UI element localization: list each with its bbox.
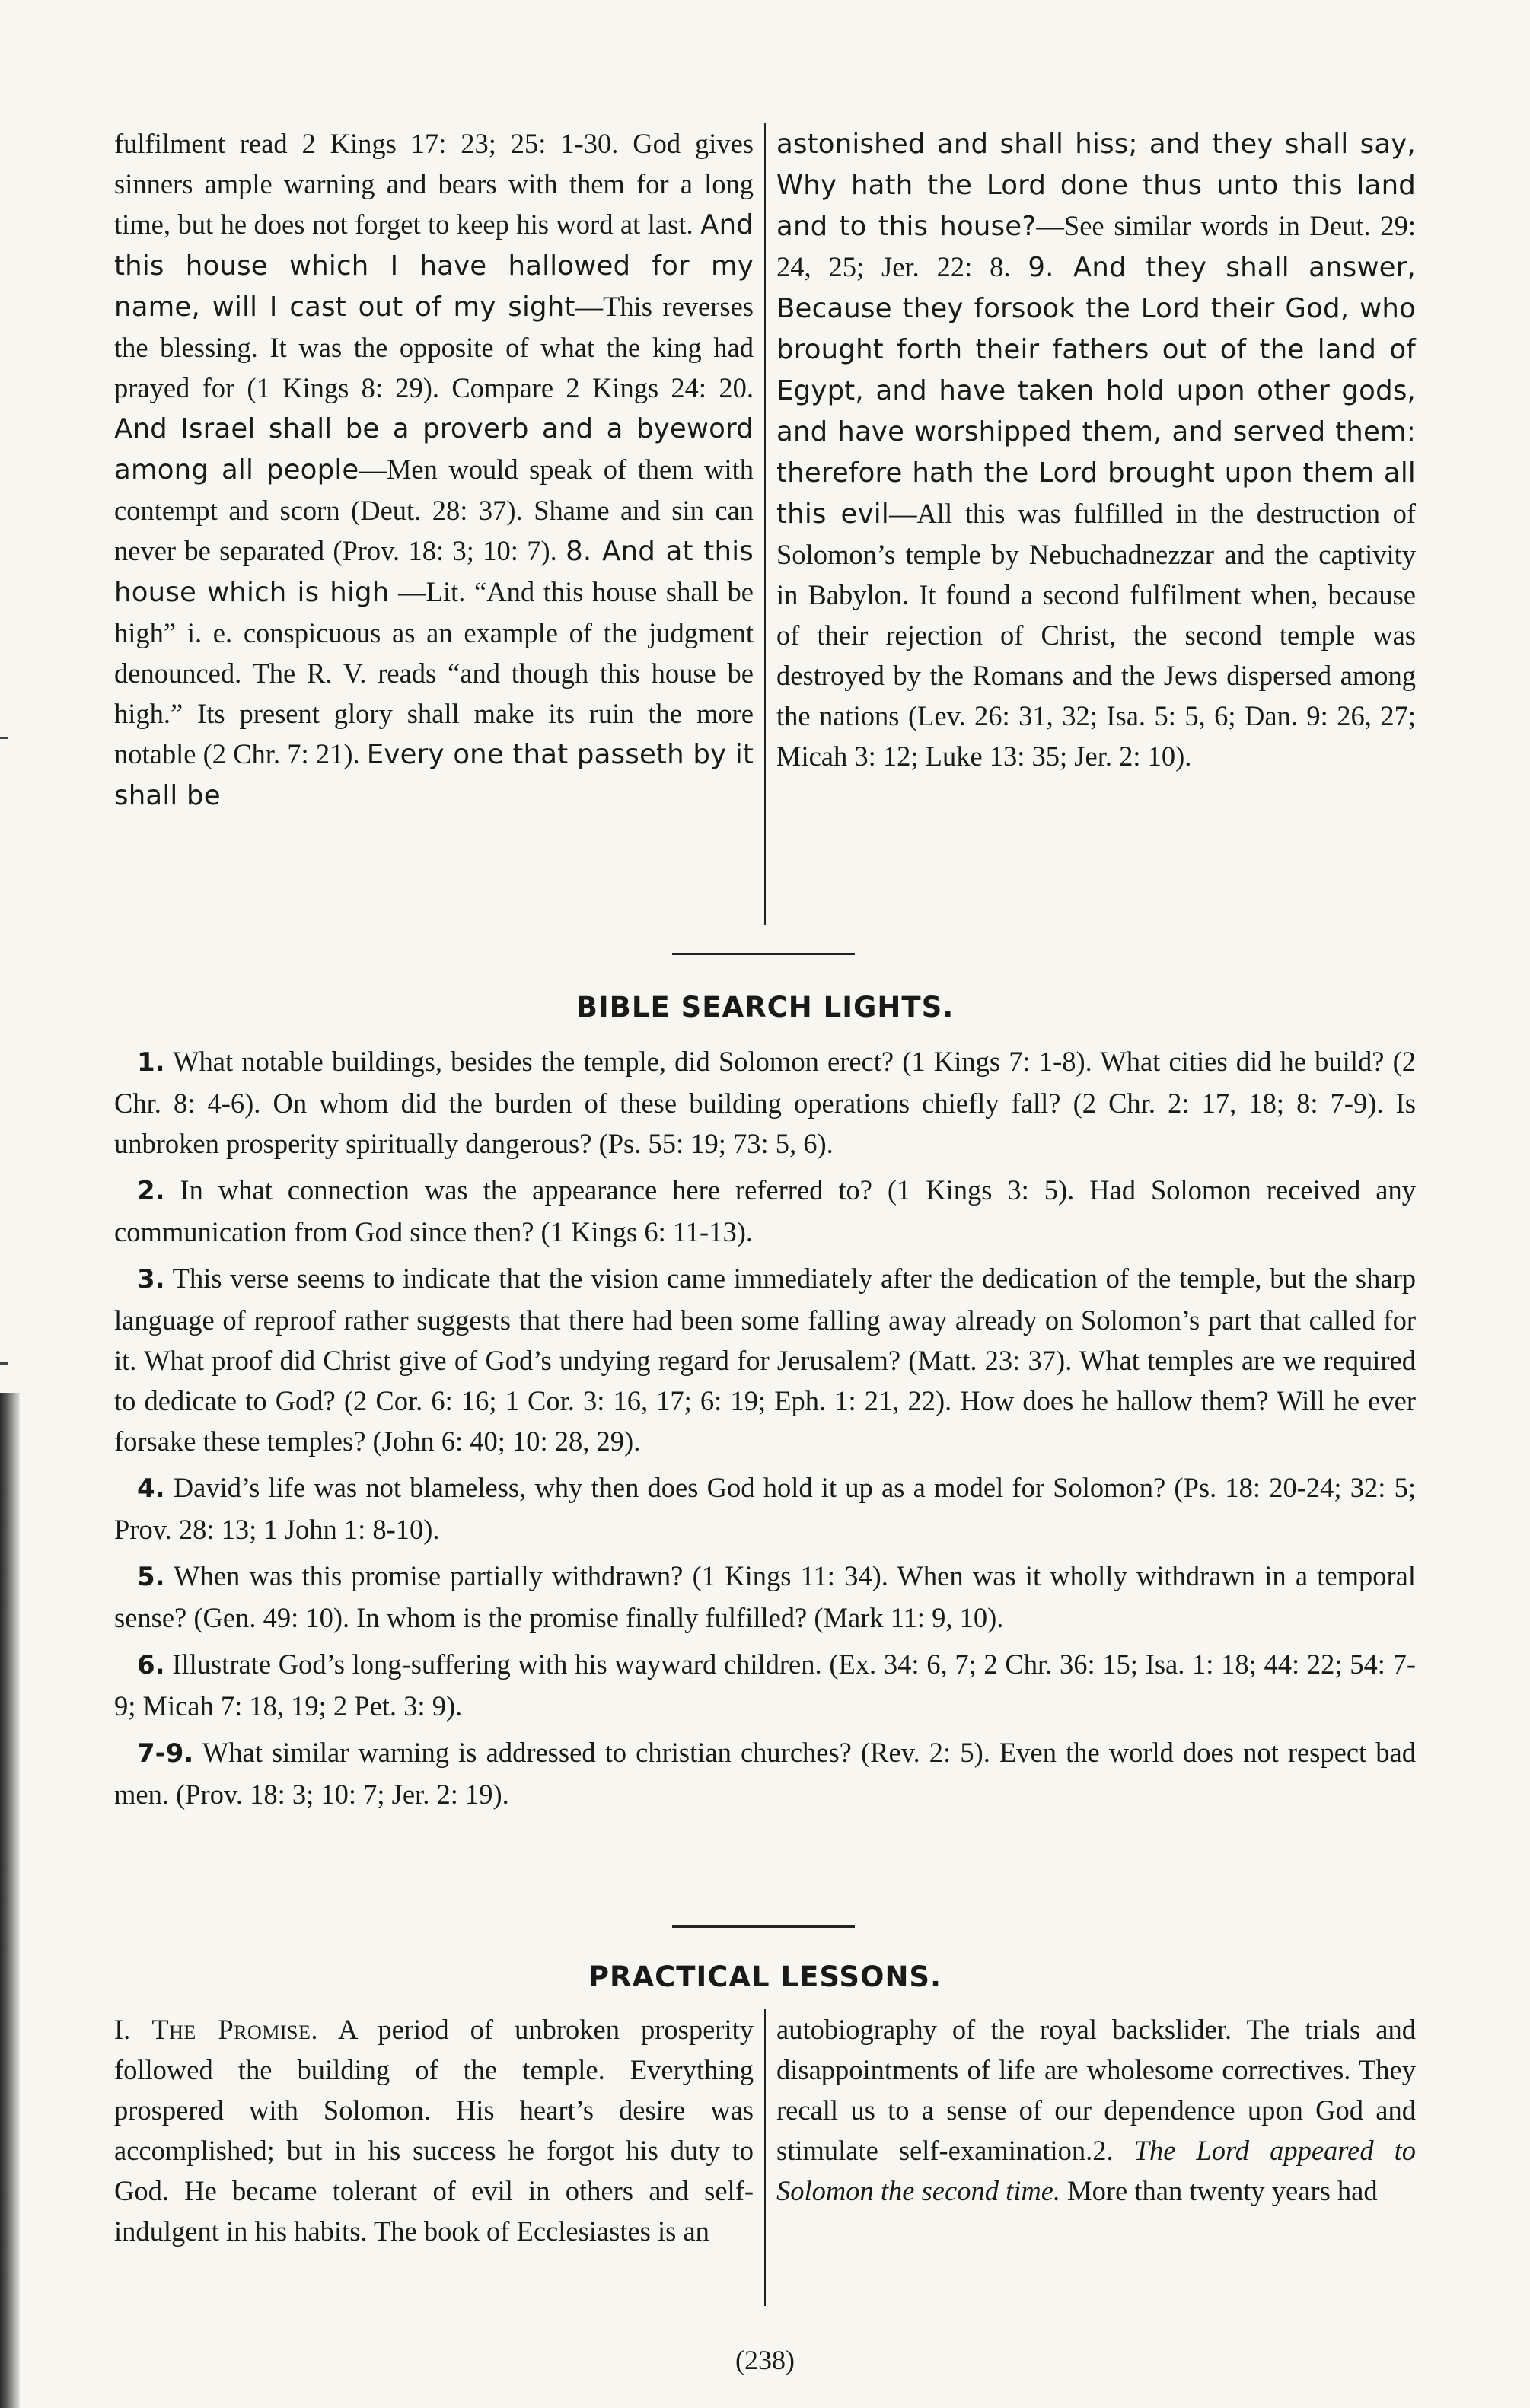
page-binding-shadow: [0, 1393, 20, 2408]
commentary-left-column: [114, 123, 754, 925]
item-text: When was this promise partially withdrawn? (1 Kings 11: 34). When was it wholly withdrawn in a temporal sense? (Gen. 49: 10). In whom is the promise finally fulfilled? (Mark 11: 9, 10).: [114, 1560, 1416, 1633]
search-light-item: [114, 1732, 1416, 1814]
search-light-item: [114, 1556, 1416, 1638]
item-number: 1.: [137, 1047, 165, 1078]
text-run: And Israel shall be a proverb and a byeword among all people: [114, 413, 754, 486]
page-number: (238): [735, 2345, 795, 2375]
search-lights-heading: BIBLE SEARCH LIGHTS.: [575, 991, 955, 1024]
paragraph: [776, 123, 1416, 776]
text-run: 8. And at this house which is high: [114, 536, 754, 608]
search-light-item: [114, 1041, 1416, 1164]
text-run: Every one that passeth by it shall be: [114, 739, 754, 811]
item-text: David’s life was not blameless, why then does God hold it up as a model for Solomon? (Ps. 18: 20-24; 32: 5; Prov. 28: 13; 1 John 1: 8-10).: [114, 1472, 1416, 1545]
search-light-item: [114, 1467, 1416, 1550]
item-text: In what connection was the appearance here referred to? (1 Kings 3: 5). Had Solomon received any communication from God since then? (1 Kings 6: 11-13).: [114, 1174, 1416, 1247]
text-run: More than twenty years had: [1060, 2175, 1378, 2206]
text-run: astonished and shall hiss; and they shall say, Why hath the Lord done thus unto this land and to this house?: [776, 129, 1416, 242]
item-text: Illustrate God’s long-suffering with his wayward children. (Ex. 34: 6, 7; 2 Chr. 36: 15; Isa. 1: 18; 44: 22; 54: 7-9; Micah 7: 18, 19; 2 Pet. 3: 9).: [114, 1648, 1416, 1722]
item-text: What notable buildings, besides the temple, did Solomon erect? (1 Kings 7: 1-8). What cities did he build? (2 Chr. 8: 4-6). On whom did the burden of these building operations chiefly fall? (2 Chr. 2: 17, 18; 8: 7-9). Is unbroken prosperity spiritually dangerous? (Ps. 55: 19; 73: 5, 6).: [114, 1046, 1416, 1159]
margin-mark: [0, 1362, 8, 1365]
search-light-item: [114, 1170, 1416, 1252]
commentary-right-column: [776, 123, 1416, 925]
text-run: A period of unbroken prosperity followed the building of the temple. Everything prospered with Solomon. His heart’s desire was accomplished; but in his success he forgot his duty to God. He became tolerant of evil in others and self-indulgent in his habits. The book of Ecclesiastes is an: [114, 2014, 754, 2247]
search-lights-list: [114, 1041, 1416, 1820]
item-number: 2.: [137, 1176, 165, 1206]
section-divider: [672, 953, 855, 955]
paragraph: [114, 2009, 754, 2251]
lessons-right-column: [776, 2009, 1416, 2306]
lessons-left-column: [114, 2009, 754, 2306]
search-light-item: [114, 1258, 1416, 1461]
item-number: 7-9.: [137, 1738, 194, 1769]
text-run: —This reverses the blessing. It was the opposite of what the king had prayed for (1 Kings 8: 29). Compare 2 Kings 24: 20.: [114, 291, 754, 403]
text-run: I.: [114, 2014, 152, 2045]
text-run: The Lord appeared to Solomon the second time.: [776, 2135, 1416, 2206]
search-light-item: [114, 1644, 1416, 1726]
item-number: 5.: [137, 1562, 165, 1592]
item-text: What similar warning is addressed to christian churches? (Rev. 2: 5). Even the world does not respect bad men. (Prov. 18: 3; 10: 7; Jer. 2: 19).: [114, 1737, 1416, 1810]
item-number: 6.: [137, 1650, 165, 1680]
item-number: 4.: [137, 1473, 165, 1504]
text-run: 9. And they shall answer, Because they forsook the Lord their God, who brought forth their fathers out of the land of Egypt, and have taken hold upon other gods, and have worshipped them, and served them: therefore hath the Lord brought upon them all this evil: [776, 252, 1417, 530]
paragraph: [114, 123, 754, 816]
text-run: autobiography of the royal backslider. The trials and disappointments of life are wholesome correctives. They recall us to a sense of our dependence upon God and stimulate self-examination.: [776, 2014, 1416, 2166]
text-run: —Lit. “And this house shall be high” i. e. conspicuous as an example of the judgment denounced. The R. V. reads “and though this house be high.” Its present glory shall make its ruin the more notable (2 Chr. 7: 21).: [114, 576, 754, 769]
text-run: And this house which I have hallowed for my name, will I cast out of my sight: [114, 209, 754, 323]
column-rule: [764, 123, 766, 925]
commentary-columns: [114, 123, 1417, 925]
section-divider: [672, 1925, 855, 1928]
practical-lessons-heading: PRACTICAL LESSONS.: [588, 1960, 942, 1993]
text-run: —Men would speak of them with contempt and scorn (Deut. 28: 37). Shame and sin can never be separated (Prov. 18: 3; 10: 7).: [114, 454, 754, 566]
text-run: —See similar words in Deut. 29: 24, 25; Jer. 22: 8.: [776, 210, 1416, 282]
margin-mark: [0, 737, 8, 739]
text-run: fulfilment read 2 Kings 17: 23; 25: 1-30. God gives sinners ample warning and bears with them for a long time, but he does not forget to keep his word at last.: [114, 128, 754, 240]
item-number: 3.: [137, 1264, 165, 1295]
column-rule: [764, 2009, 766, 2306]
text-run: The Promise.: [151, 2014, 318, 2045]
text-run: —All this was fulfilled in the destruction of Solomon’s temple by Nebuchadnezzar and the captivity in Babylon. It found a second fulfilment when, because of their rejection of Christ, the second temple was destroyed by the Romans and the Jews dispersed among the nations (Lev. 26: 31, 32; Isa. 5: 5, 6; Dan. 9: 26, 27; Micah 3: 12; Luke 13: 35; Jer. 2: 10).: [776, 498, 1417, 772]
item-text: This verse seems to indicate that the vision came immediately after the dedication of the temple, but the sharp language of reproof rather suggests that there had been some falling away already on Solomon’s part that called for it. What proof did Christ give of God’s undying regard for Jerusalem? (Matt. 23: 37). What temples are we required to dedicate to God? (2 Cor. 6: 16; 1 Cor. 3: 16, 17; 6: 19; Eph. 1: 21, 22). How does he hallow them? Will he ever forsake these temples? (John 6: 40; 10: 28, 29).: [114, 1263, 1416, 1457]
text-run: 2.: [1092, 2135, 1134, 2166]
paragraph: [776, 2009, 1416, 2211]
lessons-columns: [114, 2009, 1417, 2306]
